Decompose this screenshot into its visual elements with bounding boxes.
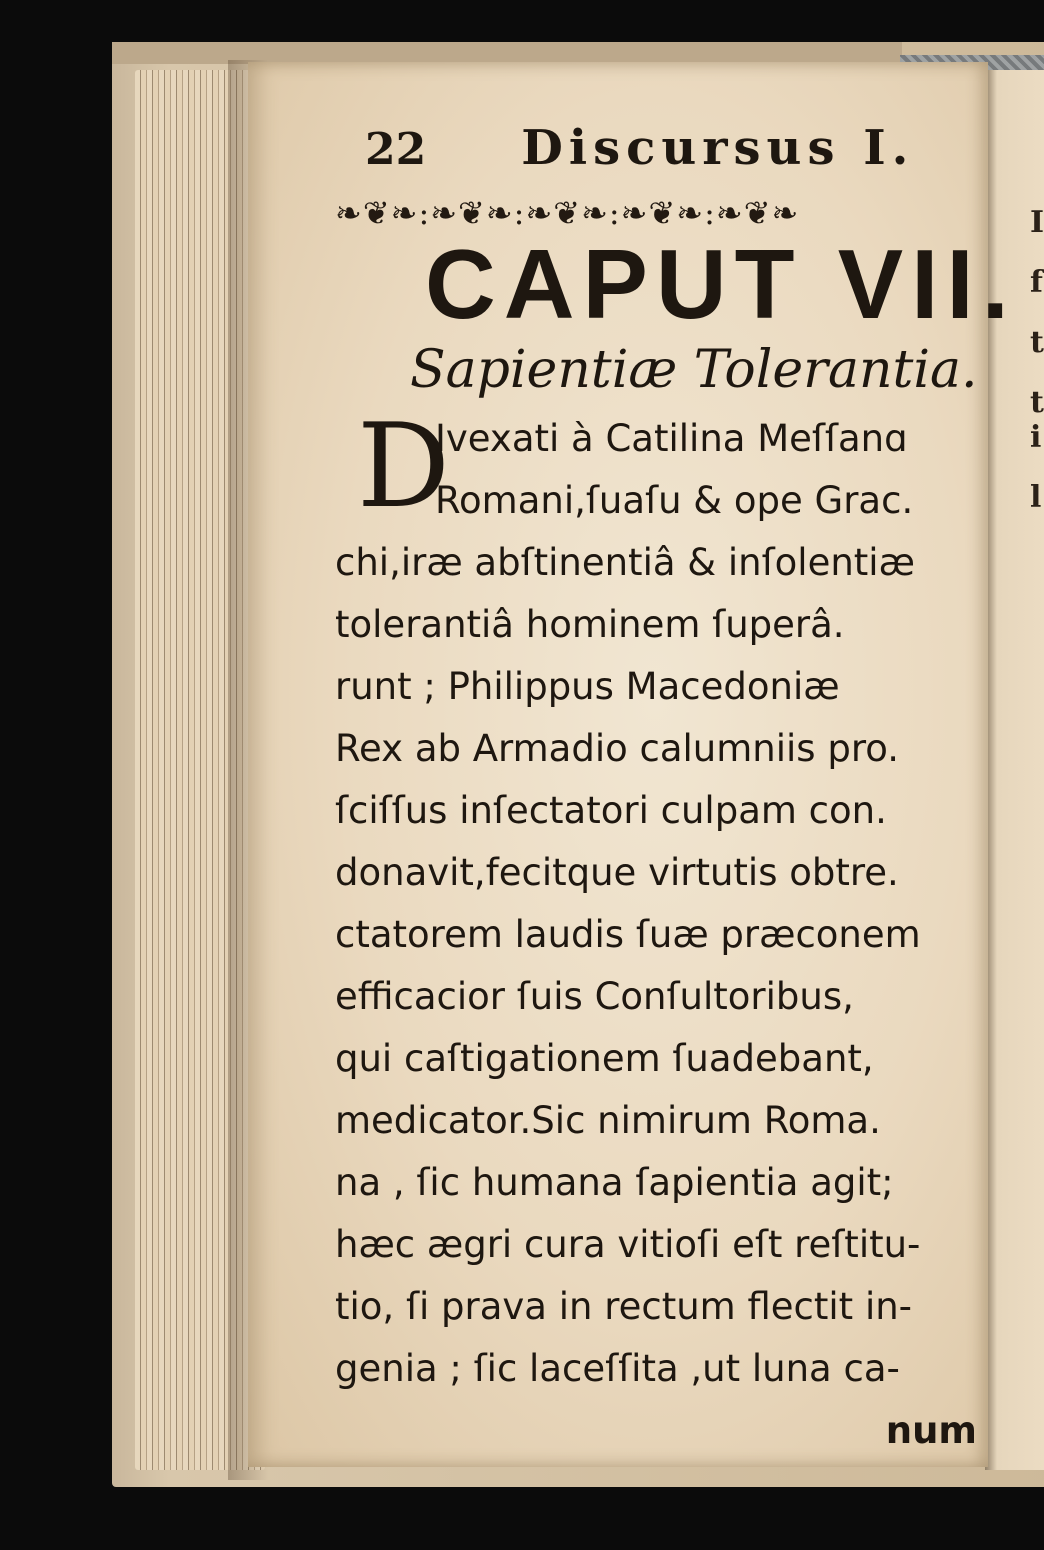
text-line: tio, ſi prava in rectum flectit in- [335, 1285, 913, 1328]
text-line: runt ; Philippus Macedoniæ [335, 665, 840, 708]
text-line: ſciſſus inſectatori culpam con. [335, 789, 887, 832]
drop-cap: D [357, 399, 451, 534]
catchword: num [885, 1409, 977, 1452]
body-text [335, 399, 985, 1462]
facing-page-fragment: l [1030, 480, 1042, 515]
text-line: genia ; ſic laceſſita ,ut luna ca- [335, 1347, 900, 1390]
ornament-border: ❧❦❧:❧❦❧:❧❦❧:❧❦❧:❧❦❧ [335, 194, 800, 232]
text-line: efficacior ſuis Conſultoribus, [335, 975, 854, 1018]
text-line: Ivexati à Catilina Meſſanɑ [435, 417, 908, 460]
text-line: Romani,ſuaſu & ope Grac. [435, 479, 914, 522]
text-line: donavit,fecitque virtutis obtre. [335, 851, 899, 894]
running-head [335, 120, 985, 190]
facing-page-fragment: I [1030, 205, 1044, 240]
text-line: Rex ab Armadio calumniis pro. [335, 727, 899, 770]
chapter-title: CAPUT VII. [425, 229, 1017, 339]
text-line: tolerantiâ hominem ſuperâ. [335, 603, 845, 646]
page-number: 22 [365, 124, 427, 175]
text-line: chi,iræ abſtinentiâ & inſolentiæ [335, 541, 915, 584]
page-text [335, 120, 1017, 1462]
text-line: ctatorem laudis ſuæ præconem [335, 913, 921, 956]
facing-page-fragment: t [1030, 325, 1044, 360]
text-line: hæc ægri cura vitioſi eſt reſtitu- [335, 1223, 921, 1266]
text-line: na , ſic humana ſapientia agit; [335, 1161, 894, 1204]
facing-page-fragment: i [1030, 420, 1042, 455]
chapter-subtitle: Sapientiæ Tolerantia. [410, 340, 978, 400]
facing-page-fragment: f [1030, 265, 1043, 300]
text-line: medicator.Sic nimirum Roma. [335, 1099, 881, 1142]
facing-page-fragment: t [1030, 385, 1044, 420]
running-title: Discursus I. [521, 120, 915, 176]
text-line: qui caſtigationem ſuadebant, [335, 1037, 874, 1080]
